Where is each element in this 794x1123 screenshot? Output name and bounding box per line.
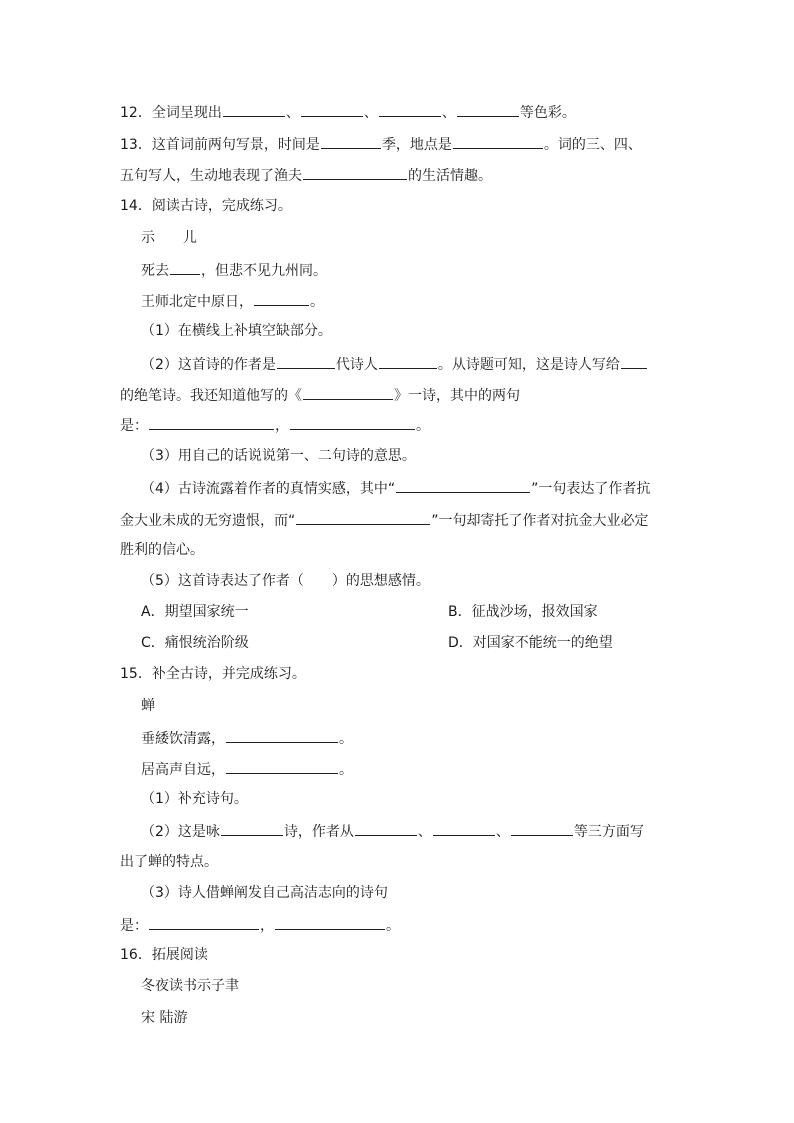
fill-blank[interactable]	[379, 101, 441, 117]
q14-poem-line-2: 王师北定中原日， 。	[141, 290, 324, 312]
q15-poem-line-2: 居高声自远， 。	[141, 758, 353, 780]
fill-blank[interactable]	[221, 820, 283, 836]
fill-blank[interactable]	[226, 727, 338, 743]
fill-blank[interactable]	[290, 414, 415, 430]
fill-blank[interactable]	[379, 353, 437, 369]
q14-poem-line-1: 死去 ，但悲不见九州同。	[141, 259, 327, 281]
fill-blank[interactable]	[511, 820, 573, 836]
q14-sub-2-line-3: 是： ， 。	[120, 414, 430, 436]
fill-blank[interactable]	[301, 101, 363, 117]
fill-blank[interactable]	[277, 353, 335, 369]
fill-blank[interactable]	[170, 259, 200, 275]
q14-sub-2-line-2: 的绝笔诗。我还知道他写的《 》一诗，其中的两句	[120, 384, 520, 406]
option-d[interactable]: D．对国家不能统一的绝望	[448, 635, 613, 651]
q15-title: 15．补全古诗，并完成练习。	[120, 666, 306, 682]
q14-sub-3: （3）用自己的话说说第一、二句诗的意思。	[141, 448, 416, 464]
fill-blank[interactable]	[275, 914, 385, 930]
q13-line-2: 五句写人，生动地表现了渔夫 的生活情趣。	[120, 164, 492, 186]
fill-blank[interactable]	[433, 820, 495, 836]
fill-blank[interactable]	[303, 384, 393, 400]
q16-title: 16．拓展阅读	[120, 947, 208, 963]
option-a[interactable]: A．期望国家统一	[141, 604, 249, 620]
q14-sub-5: （5）这首诗表达了作者（ ）的思想感情。	[141, 573, 430, 589]
q16-poem-title: 冬夜读书示子聿	[141, 978, 239, 994]
fill-blank[interactable]	[223, 101, 285, 117]
q15-poem-title: 蝉	[141, 698, 155, 714]
fill-blank[interactable]	[396, 477, 530, 493]
fill-blank[interactable]	[321, 133, 381, 149]
fill-blank[interactable]	[149, 414, 274, 430]
q14-title: 14．阅读古诗，完成练习。	[120, 198, 292, 214]
fill-blank[interactable]	[226, 758, 338, 774]
fill-blank[interactable]	[621, 353, 647, 369]
q12-line: 12．全词呈现出 、 、 、 等色彩。	[120, 101, 576, 123]
q15-sub-1: （1）补充诗句。	[141, 791, 248, 807]
option-b[interactable]: B．征战沙场，报效国家	[448, 604, 598, 620]
q14-sub-4-line-1: （4）古诗流露着作者的真情实感，其中“ ”一句表达了作者抗	[141, 477, 650, 499]
fill-blank[interactable]	[149, 914, 259, 930]
fill-blank[interactable]	[303, 164, 407, 180]
q14-sub-1: （1）在横线上补填空缺部分。	[141, 323, 332, 339]
q15-sub-2-line-2: 出了蝉的特点。	[120, 854, 218, 870]
q15-sub-2-line-1: （2）这是咏 诗，作者从 、 、 等三方面写	[141, 820, 644, 842]
fill-blank[interactable]	[453, 133, 543, 149]
option-c[interactable]: C．痛恨统治阶级	[141, 635, 249, 651]
fill-blank[interactable]	[355, 820, 417, 836]
q14-sub-2-line-1: （2）这首诗的作者是 代诗人 。从诗题可知，这是诗人写给	[141, 353, 648, 375]
q16-poem-author: 宋 陆游	[141, 1010, 188, 1026]
q15-poem-line-1: 垂緌饮清露， 。	[141, 727, 353, 749]
q14-poem-title: 示 儿	[141, 230, 197, 246]
fill-blank[interactable]	[457, 101, 519, 117]
q15-sub-3-line-1: （3）诗人借蝉阐发自己高洁志向的诗句	[141, 885, 388, 901]
fill-blank[interactable]	[296, 509, 430, 525]
q14-sub-4-line-3: 胜利的信心。	[120, 542, 204, 558]
fill-blank[interactable]	[254, 290, 309, 306]
q13-line-1: 13．这首词前两句写景，时间是 季，地点是 。词的三、四、	[120, 133, 642, 155]
q15-sub-3-line-2: 是： ， 。	[120, 914, 400, 936]
q14-sub-4-line-2: 金大业未成的无穷遗恨，而“ ”一句却寄托了作者对抗金大业必定	[120, 509, 649, 531]
